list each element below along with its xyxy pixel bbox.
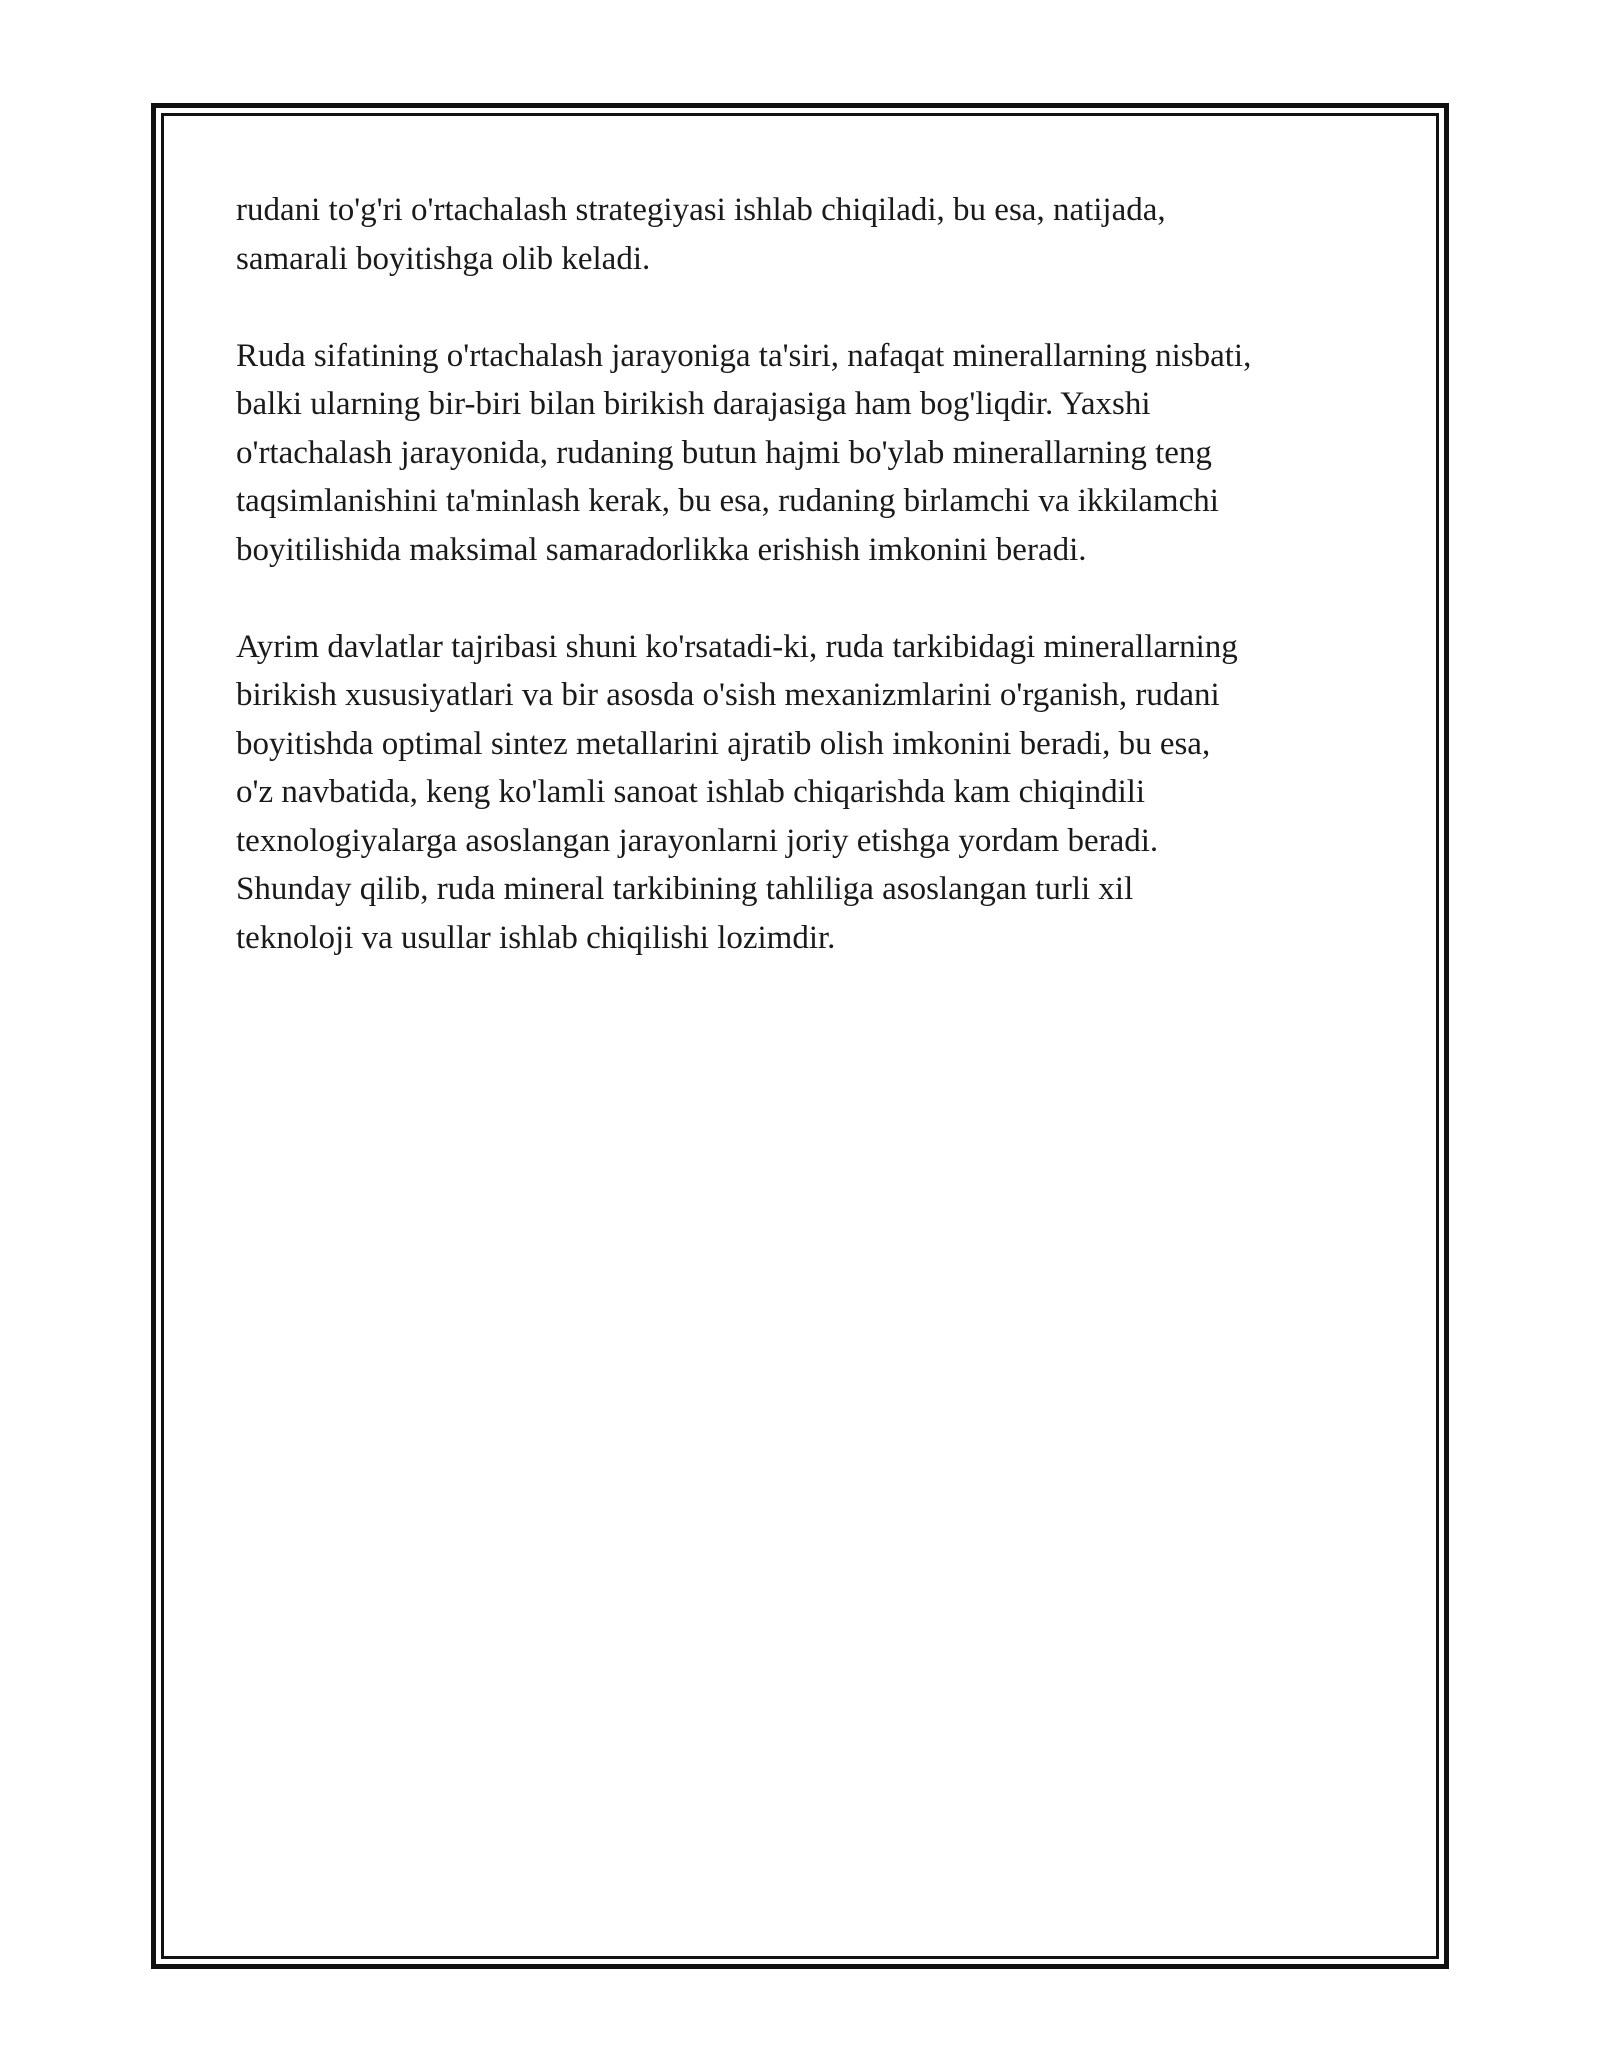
document-body: [236, 186, 1396, 1011]
paragraph-3: Ayrim davlatlar tajribasi shuni ko'rsatadi-ki, ruda tarkibidagi minerallarning birikish xususiyatlari va bir asosda o'sish mexanizmlarini o'rganish, rudani boyitishda optimal sintez metallarini ajratib olish imkonini beradi, bu esa, o'z navbatida, keng ko'lamli sanoat ishlab chiqarishda kam chiqindili texnologiyalarga asoslangan jarayonlarni joriy etishga yordam beradi. Shunday qilib, ruda mineral tarkibining tahliliga asoslangan turli xil teknoloji va usullar ishlab chiqilishi lozimdir.: [236, 628, 1238, 956]
paragraph-1: rudani to'g'ri o'rtachalash strategiyasi ishlab chiqiladi, bu esa, natijada, samarali boyitishga olib keladi.: [236, 192, 1166, 277]
paragraph-2: Ruda sifatining o'rtachalash jarayoniga ta'siri, nafaqat minerallarning nisbati, balki ularning bir-biri bilan birikish darajasiga ham bog'liqdir. Yaxshi o'rtachalash jarayonida, rudaning butun hajmi bo'ylab minerallarning teng taqsimlanishini ta'minlash kerak, bu esa, rudaning birlamchi va ikkilamchi boyitilishida maksimal samaradorlikka erishish imkonini beradi.: [236, 337, 1252, 568]
